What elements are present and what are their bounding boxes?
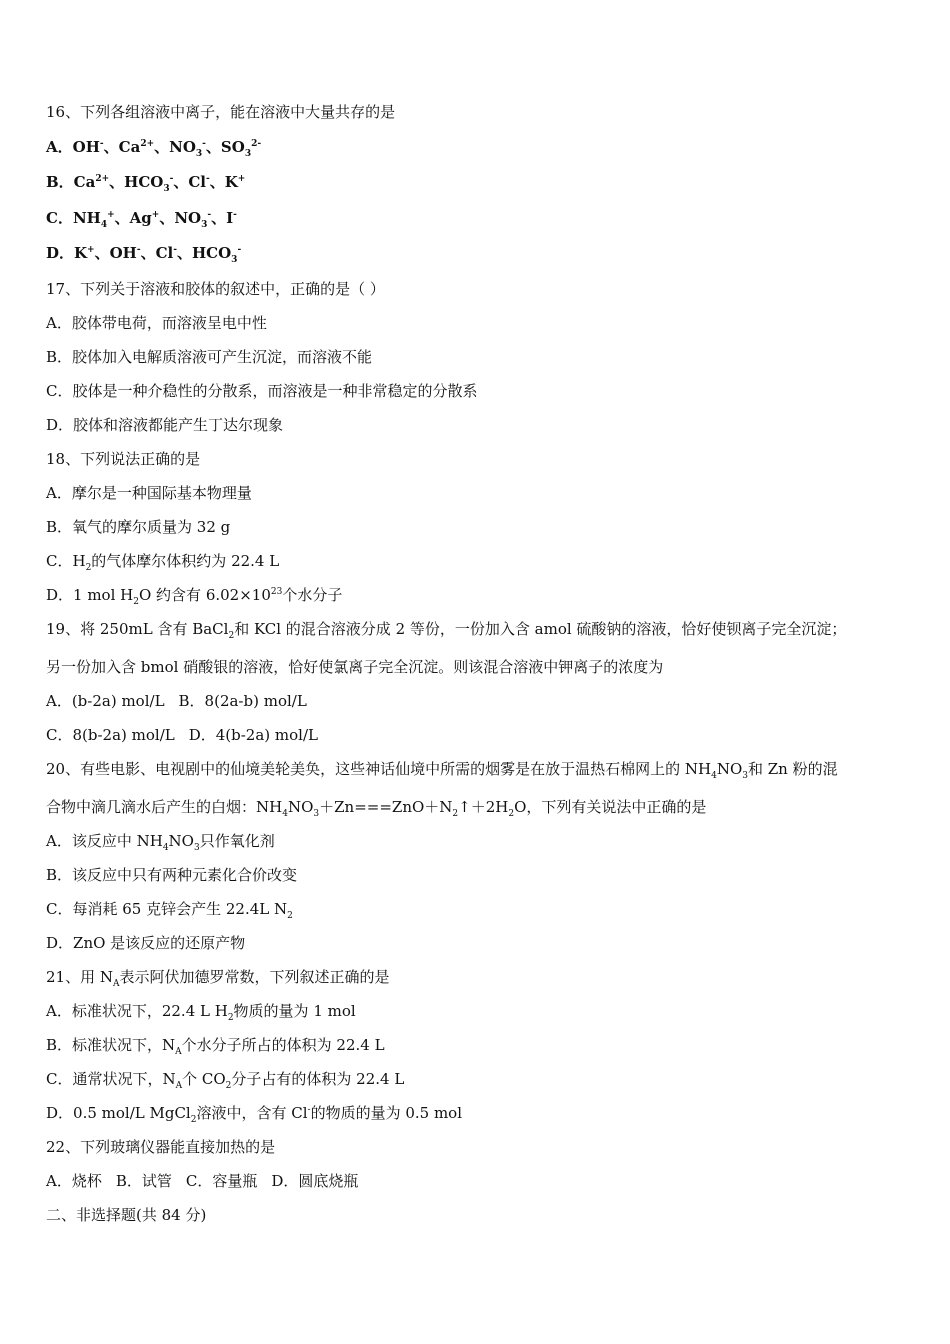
question-16-option-c: C．$NH_4^+$、Ag+、$NO_3^-$、I- <box>46 209 237 230</box>
question-22-option-c: C．容量瓶 <box>185 1172 258 1190</box>
question-16-option-b: B．$Ca^{2+}$、$HCO_3^-$、Cl-、K+ <box>46 173 246 194</box>
question-22-options <box>46 1171 358 1191</box>
question-21-option-b: B．标准状况下，$N_A$个水分子所占的体积为 22.4 L <box>46 1036 385 1057</box>
question-20-option-a: A．该反应中 $NH_4NO_3$只作氧化剂 <box>46 832 275 853</box>
question-17-option-b: B．胶体加入电解质溶液可产生沉淀，而溶液不能 <box>46 348 373 366</box>
question-21-option-c: C．通常状况下，$N_A$个 $CO_2$分子占有的体积为 22.4 L <box>46 1070 405 1091</box>
question-18-option-b: B．氧气的摩尔质量为 32 g <box>46 518 231 536</box>
question-21-option-d: D．0.5 mol/L MgCl$_2$溶液中，含有 Cl-的物质的量为 0.5 mol <box>46 1104 463 1125</box>
question-21-stem: 21、用 $N_A$表示阿伏加德罗常数，下列叙述正确的是 <box>46 968 390 989</box>
question-21-option-a: A．标准状况下，22.4 L $H_2$物质的量为 1 mol <box>46 1002 356 1023</box>
question-18-option-a: A．摩尔是一种国际基本物理量 <box>46 484 252 502</box>
question-22-stem: 22、下列玻璃仪器能直接加热的是 <box>46 1138 276 1156</box>
question-20-stem-line-1: 20、有些电影、电视剧中的仙境美轮美奂，这些神话仙境中所需的烟雾是在放于温热石棉网上的 $NH_4NO_3$和 Zn 粉的混 <box>46 760 838 781</box>
question-22-option-b: B．试管 <box>115 1172 172 1190</box>
question-20-option-c: C．每消耗 65 克锌会产生 22.4L $N_2$ <box>46 900 293 921</box>
question-18-option-c: C．$H_2$的气体摩尔体积约为 22.4 L <box>46 552 280 573</box>
question-20-option-b: B．该反应中只有两种元素化合价改变 <box>46 866 298 884</box>
question-19-options-ab <box>46 691 307 711</box>
question-18-stem: 18、下列说法正确的是 <box>46 450 201 468</box>
question-20-option-d: D．ZnO 是该反应的还原产物 <box>46 934 246 952</box>
question-17-option-a: A．胶体带电荷，而溶液呈电中性 <box>46 314 267 332</box>
question-19-option-d: D．4(b-2a) mol/L <box>188 726 318 744</box>
question-18-option-d: D．1 mol $H_2O$ 约含有 $6.02\times 10^{23}$个水分子 <box>46 586 343 607</box>
question-20-stem-line-2: 合物中滴几滴水后产生的白烟：$NH_4NO_3+Zn===ZnO+N_2↑+2H_2O$，下列有关说法中正确的是 <box>46 798 707 819</box>
question-19-option-a: A．(b-2a) mol/L <box>46 692 165 710</box>
question-16-stem: 16、下列各组溶液中离子，能在溶液中大量共存的是 <box>46 103 396 121</box>
question-16-option-d: D．K+、OH-、Cl-、$HCO_3^-$ <box>46 244 242 265</box>
question-22-option-d: D．圆底烧瓶 <box>271 1172 359 1190</box>
section-heading: 二、非选择题(共 84 分) <box>46 1206 207 1224</box>
question-19-option-c: C．8(b-2a) mol/L <box>46 726 175 744</box>
question-17-option-d: D．胶体和溶液都能产生丁达尔现象 <box>46 416 284 434</box>
question-19-options-cd <box>46 725 318 745</box>
question-19-stem-line-1: 19、将 250mL 含有 BaCl$_2$和 KCl 的混合溶液分成 2 等份，一份加入含 amol 硫酸钠的溶液，恰好使钡离子完全沉淀； <box>46 620 847 641</box>
question-16-option-a: A．OH-、$Ca^{2+}$、$NO_3^-$、$SO_3^{2-}$ <box>46 138 262 159</box>
question-22-option-a: A．烧杯 <box>46 1172 102 1190</box>
question-19-option-b: B．8(2a-b) mol/L <box>178 692 307 710</box>
question-17-option-c: C．胶体是一种介稳性的分散系，而溶液是一种非常稳定的分散系 <box>46 382 478 400</box>
question-17-stem: 17、下列关于溶液和胶体的叙述中，正确的是（ ） <box>46 280 385 298</box>
question-19-stem-line-2: 另一份加入含 bmol 硝酸银的溶液，恰好使氯离子完全沉淀。则该混合溶液中钾离子的浓度为 <box>46 658 664 676</box>
